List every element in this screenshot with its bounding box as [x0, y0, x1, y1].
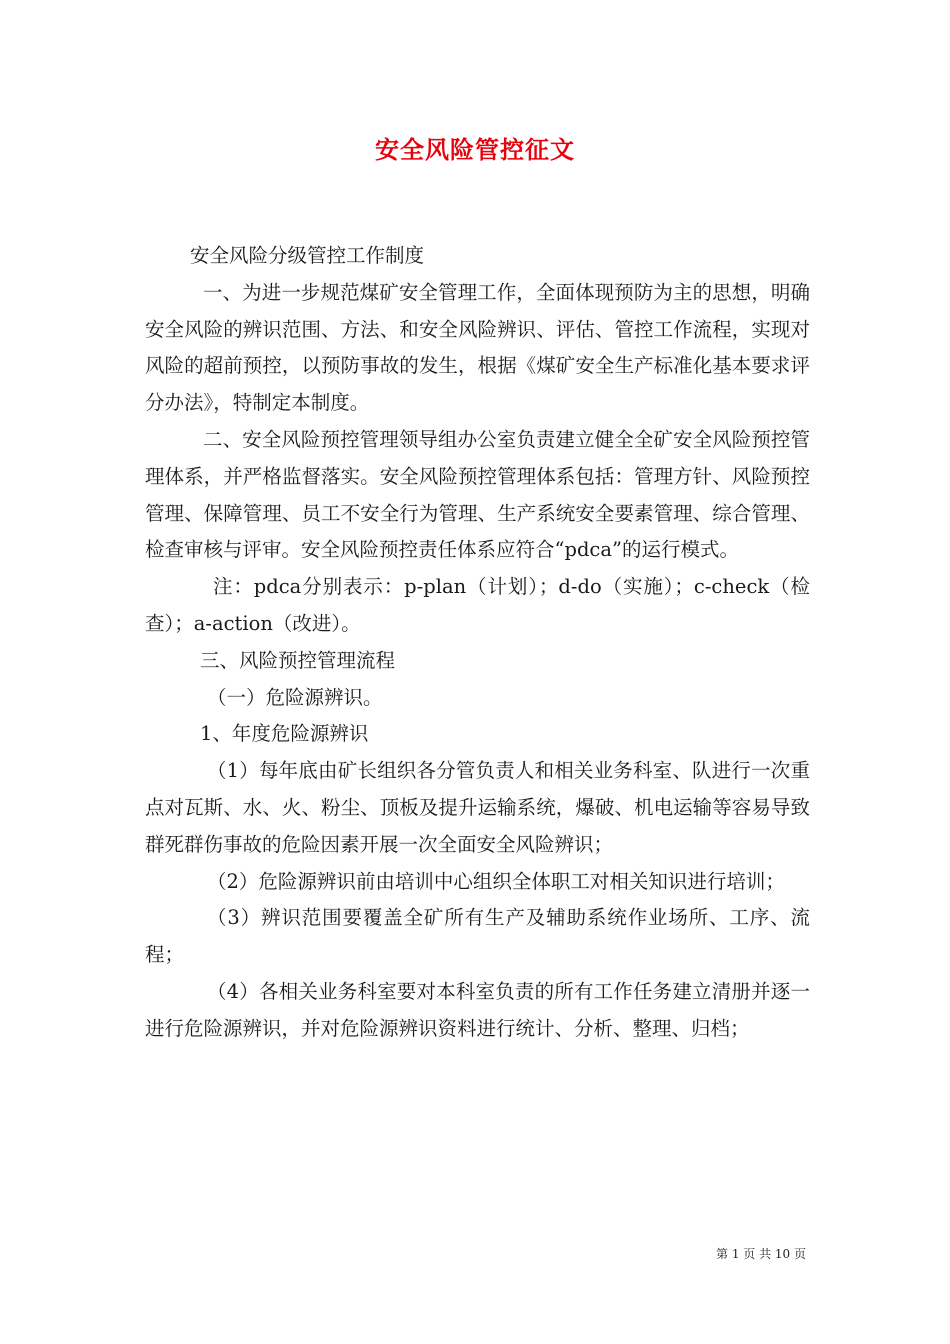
document-body — [145, 238, 810, 1048]
page-number-footer: 第 1 页 共 10 页 — [716, 1247, 806, 1261]
heading-process: 三、风险预控管理流程 — [200, 648, 396, 672]
heading-annual-identification: 1、年度危险源辨识 — [200, 722, 369, 746]
list-item-2: （2）危险源辨识前由培训中心组织全体职工对相关知识进行培训； — [207, 869, 785, 893]
document-title: 安全风险管控征文 — [375, 135, 575, 164]
section-heading: 安全风险分级管控工作制度 — [190, 244, 425, 267]
list-item-4: （4）各相关业务科室要对本科室负责的所有工作任务建立清册并逐一进行危险源辨识，并对危险源辨识资料进行统计、分析、整理、归档； — [145, 979, 810, 1040]
paragraph-1: 一、为进一步规范煤矿安全管理工作，全面体现预防为主的思想，明确安全风险的辨识范围、方法、和安全风险辨识、评估、管控工作流程，实现对风险的超前预控，以预防事故的发生，根据《煤矿安全生产标准化基本要求评分办法》，特制定本制度。 — [145, 280, 810, 415]
list-item-1: （1）每年底由矿长组织各分管负责人和相关业务科室、队进行一次重点对瓦斯、水、火、粉尘、顶板及提升运输系统，爆破、机电运输等容易导致群死群伤事故的危险因素开展一次全面安全风险辨识； — [145, 759, 810, 856]
heading-hazard-identification: （一）危险源辨识。 — [207, 685, 383, 709]
list-item-3: （3）辨识范围要覆盖全矿所有生产及辅助系统作业场所、工序、流程； — [145, 906, 810, 967]
note-paragraph: 注：pdca分别表示：p-plan（计划）；d-do（实施）；c-check（检查）；a-action（改进）。 — [145, 575, 810, 635]
paragraph-2: 二、安全风险预控管理领导组办公室负责建立健全全矿安全风险预控管理体系，并严格监督落实。安全风险预控管理体系包括：管理方针、风险预控管理、保障管理、员工不安全行为管理、生产系统安全要素管理、综合管理、检查审核与评审。安全风险预控责任体系应符合“pdca”的运行模式。 — [145, 427, 810, 562]
